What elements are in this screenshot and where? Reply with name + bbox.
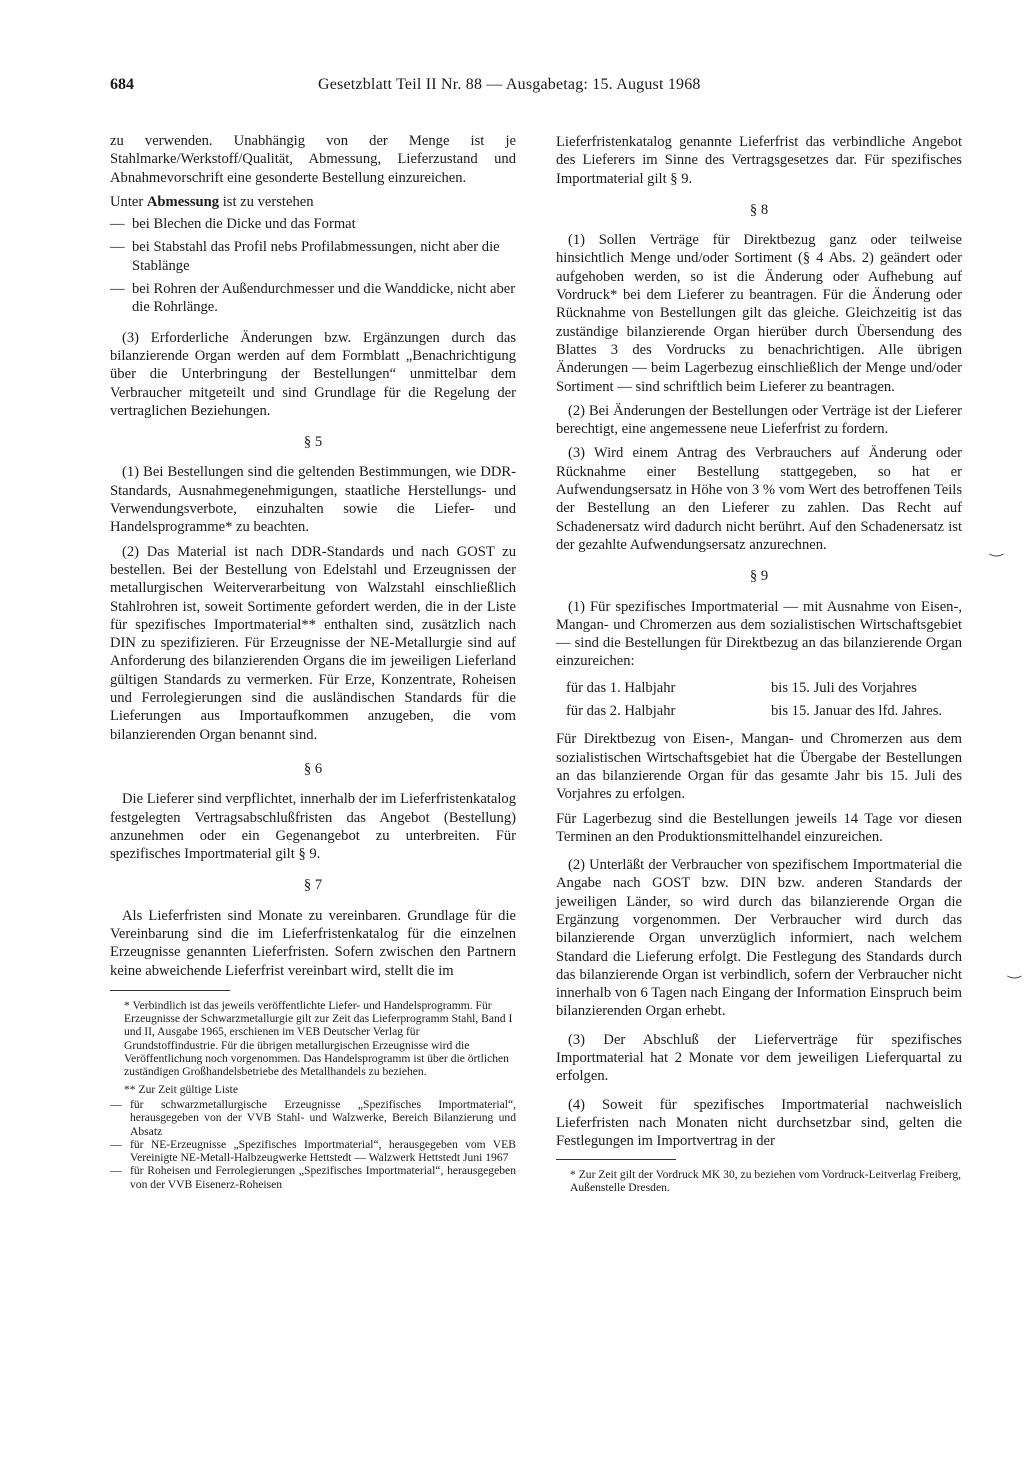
paragraph: (1) Sollen Verträge für Direktbezug ganz oder teilweise hinsichtlich Menge und/oder Sortiment (§ 4 Abs. 2) geändert oder aufgehoben werden, so ist die Änderung oder Aufhebung auf Vordruck* bei dem Lieferer zu beantragen. Für die Änderung oder Rücknahme von Bestellungen gilt das gleiche. Gleichzeitig ist das zuständige bilanzierende Organ hierüber durch Übersendung des Blattes 3 des Vordrucks zu benachrichtigen. Alle übrigen Änderungen — beim Lagerbezug einschließlich der Menge und/oder Sortiment — sind schriftlich beim Lieferer zu beantragen.: [556, 232, 962, 395]
section-heading: § 8: [749, 201, 769, 218]
footnote: * Verbindlich ist das jeweils veröffentlichte Liefer- und Handelsprogramm. Für Erzeugnisse der Schwarzmetallurgie gilt zur Zeit das Lieferprogramm Stahl, Band I und II, Ausgabe 1965, erschienen im VEB Deutscher Verlag für Grundstoffindustrie. Für die übrigen metallurgischen Erzeugnisse wird die Veröffentlichung noch vorgenommen. Das Handelsprogramm ist über die örtlichen zuständigen Großhandelsbetriebe des Metallhandels zu beziehen.: [124, 998, 513, 1079]
section-heading: § 7: [303, 877, 323, 894]
text: Unter: [110, 193, 144, 210]
footnote-item-text: für NE-Erzeugnisse „Spezifisches Importmaterial“, herausgegeben vom VEB Vereinigte NE-Metall-Halbzeugwerke Hettstedt — Walzwerk Hettstedt Juni 1967: [130, 1137, 516, 1165]
paragraph: Lieferfristenkatalog genannte Lieferfrist das verbindliche Angebot des Lieferers im Sinne des Vertragsgesetzes dar. Für spezifisches Importmaterial gilt § 9.: [556, 134, 962, 187]
section-heading: § 6: [303, 760, 323, 777]
footnote: * Zur Zeit gilt der Vordruck MK 30, zu beziehen vom Vordruck-Leitverlag Freiberg, Außenstelle Dresden.: [570, 1167, 962, 1194]
footnote: ** Zur Zeit gültige Liste: [124, 1082, 238, 1096]
paragraph: Die Lieferer sind verpflichtet, innerhalb der im Lieferfristenkatalog festgelegten Vertragsabschlußfristen das Angebot (Bestellung) anzunehmen oder ein Gegenangebot zu unterbreiten. Für spezifisches Importmaterial gilt § 9.: [110, 791, 516, 863]
paragraph: (3) Wird einem Antrag des Verbrauchers auf Änderung oder Rücknahme einer Bestellung stattgegeben, so hat er Aufwendungsersatz in Höhe von 3 % vom Wert des betroffenen Teils der Bestellung an den Lieferer zu zahlen. Das Recht auf Schadenersatz wird dadurch nicht berührt. Auf den Schadenersatz ist der gezahlte Aufwendungsersatz anzurechnen.: [556, 445, 962, 553]
paragraph: (3) Erforderliche Änderungen bzw. Ergänzungen durch das bilanzierende Organ werden auf dem Formblatt „Benachrichtigung über die Unterbringung der Bestellungen“ unmittelbar dem Verbraucher mitgeteilt und sind Grundlage für die Regelung der vertraglichen Beziehungen.: [110, 329, 516, 419]
list-item: — bei Blechen die Dicke und das Format: [110, 215, 516, 233]
paragraph: (2) Unterläßt der Verbraucher von spezifischem Importmaterial die Angabe nach GOST bzw. DIN bzw. anderen Standards der jeweiligen Länder, so wird durch das bilanzierende Organ die Ergänzung vorgenommen. Der Verbraucher wird durch das bilanzierende Organ unverzüglich informiert, nach welchem Standard die Lieferung erfolgt. Die Festlegung des Standards durch das bilanzierende Organ ist verbindlich, sofern der Verbraucher nicht innerhalb von 6 Tagen nach Eingang der Information Einspruch beim bilanzierenden Organ erhebt.: [556, 857, 962, 1020]
text: ist zu verstehen: [222, 193, 314, 210]
row-value: bis 15. Januar des lfd. Jahres.: [771, 703, 943, 720]
page-number: 684: [110, 76, 134, 93]
list-item: — bei Stabstahl das Profil nebs Profilabmessungen, nicht aber die Stablänge: [110, 238, 516, 275]
list-item-text: bei Blechen die Dicke und das Format: [132, 216, 356, 233]
paragraph: (1) Bei Bestellungen sind die geltenden Bestimmungen, wie DDR-Standards, Ausnahmegenehmigungen, staatliche Herstellungs- und Verwendungsverbote, einzuhalten sowie die Liefer- und Handelsprogramme* zu beachten.: [110, 464, 516, 536]
table-row: [556, 679, 962, 697]
paragraph: (4) Soweit für spezifisches Importmaterial nachweislich Lieferfristen nach Monaten nicht durchsetzbar sind, gelten die Festlegungen im Importvertrag in der: [556, 1096, 962, 1150]
running-title: Gesetzblatt Teil II Nr. 88 — Ausgabetag: 15. August 1968: [318, 76, 701, 93]
paragraph: Für Lagerbezug sind die Bestellungen jeweils 14 Tage vor diesen Terminen an den Produktionsmittelhandel einzureichen.: [556, 810, 962, 845]
right-column: [556, 133, 962, 1198]
footnote-item-text: für schwarzmetallurgische Erzeugnisse „Spezifisches Importmaterial“, herausgegeben von der VVB Stahl- und Walzwerke, Bereich Bilanzierung und Absatz: [130, 1097, 516, 1138]
table-row: [556, 702, 962, 720]
paragraph: Für Direktbezug von Eisen-, Mangan- und Chromerzen aus dem sozialistischen Wirtschaftsgebiet hat die Übergabe der Bestellungen an das bilanzierende Organ für das gesamte Jahr bis 15. Juli des Vorjahres zu erfolgen.: [556, 731, 962, 803]
footnote-item: — für Roheisen und Ferrolegierungen „Spezifisches Importmaterial“, herausgegeben von der VVB Eisenerz-Roheisen: [110, 1164, 516, 1191]
footnote-item: — für schwarzmetallurgische Erzeugnisse „Spezifisches Importmaterial“, herausgegeben von der VVB Stahl- und Walzwerke, Bereich Bilanzierung und Absatz: [110, 1097, 516, 1138]
footnote-divider: [556, 1159, 676, 1160]
paragraph: Als Lieferfristen sind Monate zu vereinbaren. Grundlage für die Vereinbarung sind die im Lieferfristenkatalog für die einzelnen Erzeugnisse genannten Lieferfristen. Sofern zwischen den Partnern keine abweichende Lieferfrist vereinbart wird, stellt die im: [110, 907, 516, 979]
footnote-item: — für NE-Erzeugnisse „Spezifisches Importmaterial“, herausgegeben vom VEB Vereinigte NE-Metall-Halbzeugwerke Hettstedt — Walzwerk Hettstedt Juni 1967: [110, 1137, 516, 1165]
list-item-text: bei Stabstahl das Profil nebs Profilabmessungen, nicht aber die Stablänge: [132, 239, 500, 274]
scan-mark-icon: ‿: [1008, 962, 1021, 979]
paragraph: zu verwenden. Unabhängig von der Menge ist je Stahlmarke/Werkstoff/Qualität, Abmessung, Lieferzustand und Abnahmevorschrift eine gesonderte Bestellung einzureichen.: [110, 133, 516, 186]
footnote-item-text: für Roheisen und Ferrolegierungen „Spezifisches Importmaterial“, herausgegeben von der VVB Eisenerz-Roheisen: [130, 1164, 516, 1191]
paragraph: (3) Der Abschluß der Lieferverträge für spezifisches Importmaterial hat 2 Monate vor dem jeweiligen Lieferquartal zu erfolgen.: [556, 1031, 962, 1085]
paragraph: (1) Für spezifisches Importmaterial — mit Ausnahme von Eisen-, Mangan- und Chromerzen aus dem sozialistischen Wirtschaftsgebiet — sind die Bestellungen für Direktbezug an das bilanzierende Organ einzureichen:: [556, 598, 962, 670]
left-column: [110, 132, 516, 1191]
paragraph: (2) Das Material ist nach DDR-Standards und nach GOST zu bestellen. Bei der Bestellung von Edelstahl und Erzeugnissen der metallurgischen Weiterverarbeitung von Walzstahl einschließlich Stahlrohren ist, soweit Sortimente gefordert werden, die in der Liste für spezifisches Importmaterial** enthalten sind, zusätzlich nach DIN zu spezifizieren. Für Erzeugnisse der NE-Metallurgie sind auf Anforderung des bilanzierenden Organs die im jeweiligen Lieferland gültigen Standards zu vermerken. Für Erze, Konzentrate, Roheisen und Ferrolegierungen sind die ausländischen Standards für die Lieferungen aus Importaufkommen anzugeben, die vom bilanzierenden Organ benannt sind.: [110, 543, 516, 743]
row-value: bis 15. Juli des Vorjahres: [771, 679, 917, 696]
row-label: für das 2. Halbjahr: [566, 703, 676, 720]
paragraph: (2) Bei Änderungen der Bestellungen oder Verträge ist der Lieferer berechtigt, eine angemessene neue Lieferfrist zu fordern.: [556, 402, 962, 438]
bold-term: Abmessung: [146, 193, 220, 210]
paragraph: [110, 193, 516, 211]
row-label: für das 1. Halbjahr: [566, 679, 676, 696]
footnote-divider: [110, 990, 230, 991]
scan-mark-icon: ‿: [990, 540, 1003, 557]
list-item-text: bei Rohren der Außendurchmesser und die Wanddicke, nicht aber die Rohrlänge.: [132, 281, 516, 316]
section-heading: § 5: [303, 434, 323, 451]
list-item: — bei Rohren der Außendurchmesser und die Wanddicke, nicht aber die Rohrlänge.: [110, 281, 516, 316]
section-heading: § 9: [749, 568, 769, 585]
